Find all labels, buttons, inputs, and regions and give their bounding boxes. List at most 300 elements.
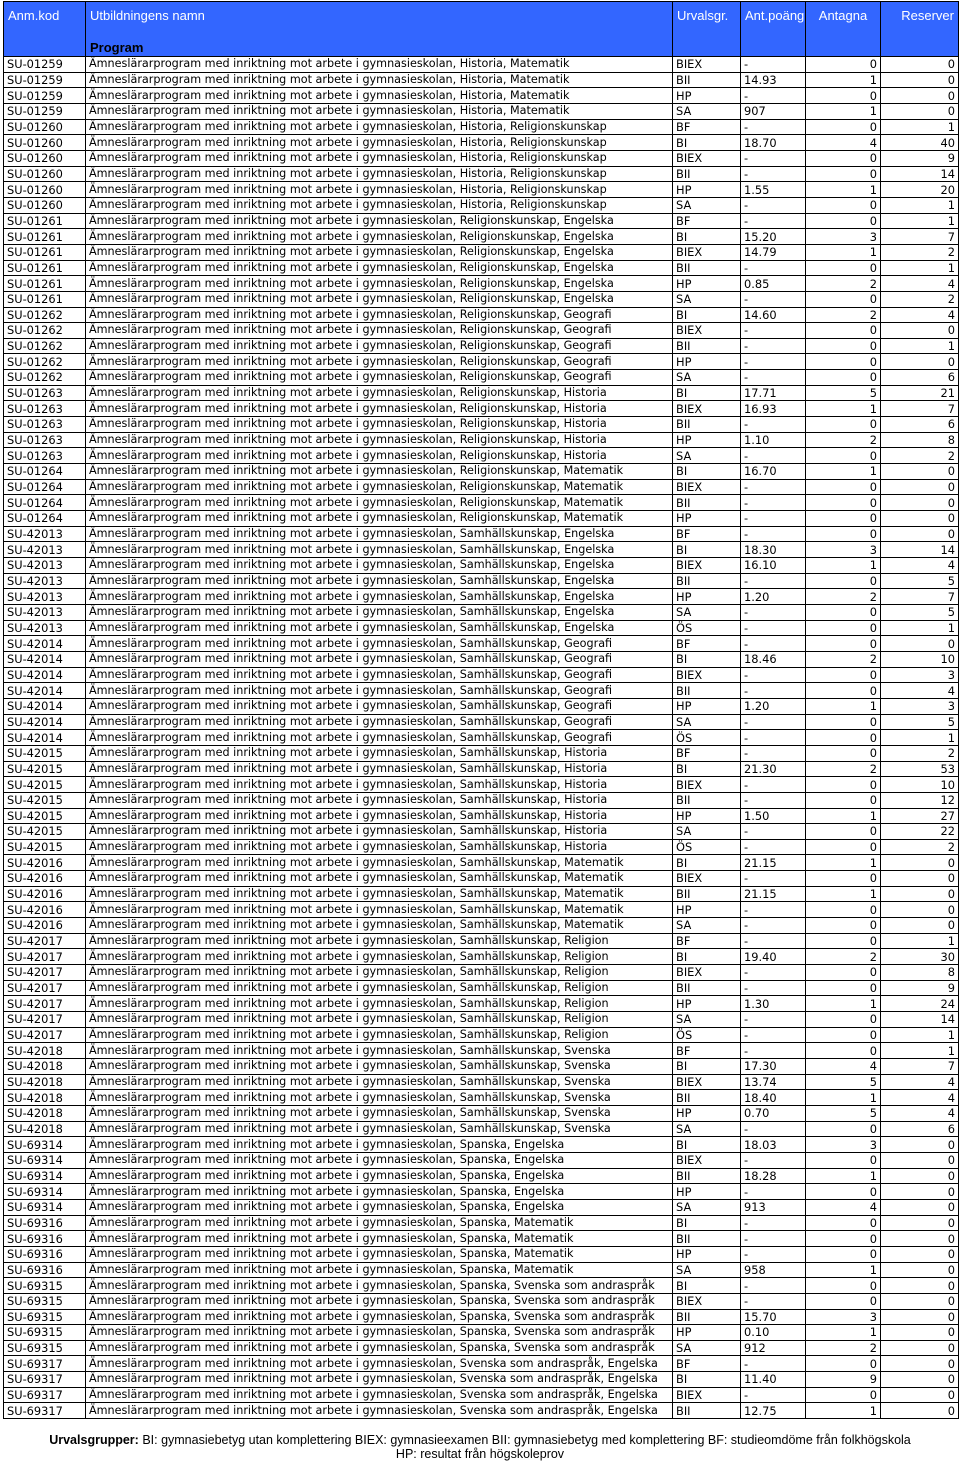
cell-group: HP [673,902,741,918]
cell-program: Ämneslärarprogram med inriktning mot arbete i gymnasieskolan, Spanska, Svenska som andraspråk [86,1325,673,1341]
cell-program: Ämneslärarprogram med inriktning mot arbete i gymnasieskolan, Samhällskunskap, Religion [86,1012,673,1028]
cell-code: SU-42016 [4,871,86,887]
cell-program: Ämneslärarprogram med inriktning mot arbete i gymnasieskolan, Samhällskunskap, Historia [86,777,673,793]
cell-reserves: 14 [881,542,959,558]
cell-program: Ämneslärarprogram med inriktning mot arbete i gymnasieskolan, Samhällskunskap, Engelska [86,589,673,605]
cell-group: BII [673,980,741,996]
cell-group: ÖS [673,839,741,855]
cell-points: - [741,57,806,73]
cell-code: SU-69314 [4,1152,86,1168]
cell-admitted: 0 [806,636,881,652]
table-row [4,542,959,558]
table-row [4,980,959,996]
cell-program: Ämneslärarprogram med inriktning mot arbete i gymnasieskolan, Svenska som andraspråk, Engelska [86,1387,673,1403]
cell-reserves: 0 [881,1262,959,1278]
cell-admitted: 1 [806,886,881,902]
cell-points: 21.15 [741,855,806,871]
cell-code: SU-69317 [4,1356,86,1372]
cell-group: BIEX [673,150,741,166]
cell-program: Ämneslärarprogram med inriktning mot arbete i gymnasieskolan, Spanska, Matematik [86,1246,673,1262]
cell-points: - [741,902,806,918]
cell-admitted: 1 [806,401,881,417]
cell-points: - [741,683,806,699]
cell-admitted: 0 [806,871,881,887]
cell-program: Ämneslärarprogram med inriktning mot arbete i gymnasieskolan, Samhällskunskap, Geografi [86,683,673,699]
cell-admitted: 0 [806,824,881,840]
cell-group: SA [673,448,741,464]
cell-reserves: 0 [881,871,959,887]
cell-admitted: 0 [806,902,881,918]
table-row [4,88,959,104]
cell-admitted: 0 [806,573,881,589]
cell-group: SA [673,604,741,620]
header-sub-empty [806,28,881,57]
table-row [4,667,959,683]
table-row [4,839,959,855]
cell-code: SU-42016 [4,902,86,918]
cell-group: ÖS [673,1027,741,1043]
cell-points: 1.50 [741,808,806,824]
table-row [4,698,959,714]
cell-group: BI [673,385,741,401]
cell-code: SU-42014 [4,651,86,667]
cell-reserves: 5 [881,714,959,730]
cell-admitted: 0 [806,667,881,683]
cell-points: - [741,933,806,949]
cell-admitted: 2 [806,949,881,965]
cell-code: SU-69316 [4,1215,86,1231]
cell-program: Ämneslärarprogram med inriktning mot arbete i gymnasieskolan, Religionskunskap, Geografi [86,323,673,339]
table-row [4,197,959,213]
cell-admitted: 2 [806,761,881,777]
cell-admitted: 0 [806,730,881,746]
cell-code: SU-01259 [4,57,86,73]
cell-reserves: 0 [881,526,959,542]
cell-reserves: 5 [881,573,959,589]
cell-code: SU-01264 [4,464,86,480]
cell-program: Ämneslärarprogram med inriktning mot arbete i gymnasieskolan, Samhällskunskap, Geografi [86,730,673,746]
cell-code: SU-42014 [4,683,86,699]
cell-program: Ämneslärarprogram med inriktning mot arbete i gymnasieskolan, Religionskunskap, Historia [86,385,673,401]
table-row [4,323,959,339]
cell-group: BII [673,260,741,276]
cell-program: Ämneslärarprogram med inriktning mot arbete i gymnasieskolan, Samhällskunskap, Svenska [86,1121,673,1137]
cell-admitted: 4 [806,1059,881,1075]
cell-reserves: 8 [881,432,959,448]
header-sub-empty [673,28,741,57]
admissions-table-container [3,1,958,1419]
cell-points: - [741,197,806,213]
cell-group: HP [673,996,741,1012]
cell-admitted: 0 [806,150,881,166]
table-row [4,182,959,198]
cell-group: SA [673,824,741,840]
cell-code: SU-42014 [4,714,86,730]
table-row [4,1262,959,1278]
cell-group: HP [673,698,741,714]
cell-admitted: 1 [806,244,881,260]
table-row [4,808,959,824]
cell-group: SA [673,291,741,307]
cell-reserves: 27 [881,808,959,824]
cell-points: - [741,323,806,339]
cell-program: Ämneslärarprogram med inriktning mot arbete i gymnasieskolan, Samhällskunskap, Religion [86,965,673,981]
cell-group: BIEX [673,1074,741,1090]
cell-program: Ämneslärarprogram med inriktning mot arbete i gymnasieskolan, Religionskunskap, Geografi [86,338,673,354]
cell-program: Ämneslärarprogram med inriktning mot arbete i gymnasieskolan, Svenska som andraspråk, Engelska [86,1356,673,1372]
cell-program: Ämneslärarprogram med inriktning mot arbete i gymnasieskolan, Religionskunskap, Matematik [86,511,673,527]
table-row [4,260,959,276]
cell-code: SU-01261 [4,213,86,229]
cell-reserves: 4 [881,683,959,699]
header-points: Ant.poäng [741,2,806,29]
table-body [4,57,959,1419]
cell-program: Ämneslärarprogram med inriktning mot arbete i gymnasieskolan, Religionskunskap, Historia [86,432,673,448]
cell-reserves: 6 [881,417,959,433]
cell-program: Ämneslärarprogram med inriktning mot arbete i gymnasieskolan, Samhällskunskap, Engelska [86,558,673,574]
cell-group: BI [673,307,741,323]
legend-line-1 [0,1433,960,1447]
cell-code: SU-01259 [4,88,86,104]
cell-program: Ämneslärarprogram med inriktning mot arbete i gymnasieskolan, Religionskunskap, Geografi [86,370,673,386]
cell-group: BII [673,1168,741,1184]
cell-program: Ämneslärarprogram med inriktning mot arbete i gymnasieskolan, Spanska, Svenska som andraspråk [86,1309,673,1325]
cell-admitted: 0 [806,714,881,730]
table-row [4,307,959,323]
cell-points: - [741,980,806,996]
cell-code: SU-69316 [4,1262,86,1278]
table-row [4,417,959,433]
cell-reserves: 14 [881,1012,959,1028]
cell-code: SU-42017 [4,1012,86,1028]
cell-reserves: 0 [881,323,959,339]
cell-reserves: 0 [881,72,959,88]
cell-program: Ämneslärarprogram med inriktning mot arbete i gymnasieskolan, Samhällskunskap, Svenska [86,1090,673,1106]
header-reserves: Reserver [881,2,959,29]
cell-program: Ämneslärarprogram med inriktning mot arbete i gymnasieskolan, Spanska, Matematik [86,1215,673,1231]
cell-admitted: 1 [806,182,881,198]
cell-reserves: 53 [881,761,959,777]
cell-code: SU-42013 [4,573,86,589]
table-row [4,1027,959,1043]
cell-group: ÖS [673,730,741,746]
cell-reserves: 2 [881,244,959,260]
cell-program: Ämneslärarprogram med inriktning mot arbete i gymnasieskolan, Religionskunskap, Geografi [86,307,673,323]
table-row [4,1012,959,1028]
cell-reserves: 6 [881,370,959,386]
cell-program: Ämneslärarprogram med inriktning mot arbete i gymnasieskolan, Historia, Religionskunskap [86,119,673,135]
legend-line-2: HP: resultat från högskoleprov [395,1447,565,1461]
cell-code: SU-69315 [4,1293,86,1309]
cell-program: Ämneslärarprogram med inriktning mot arbete i gymnasieskolan, Spanska, Svenska som andraspråk [86,1293,673,1309]
cell-admitted: 1 [806,1168,881,1184]
cell-points: - [741,526,806,542]
cell-code: SU-01259 [4,72,86,88]
cell-program: Ämneslärarprogram med inriktning mot arbete i gymnasieskolan, Historia, Religionskunskap [86,197,673,213]
cell-points: 0.10 [741,1325,806,1341]
cell-group: HP [673,182,741,198]
table-row [4,526,959,542]
cell-group: BII [673,1309,741,1325]
table-row [4,558,959,574]
table-row [4,996,959,1012]
cell-program: Ämneslärarprogram med inriktning mot arbete i gymnasieskolan, Samhällskunskap, Geografi [86,636,673,652]
cell-code: SU-69316 [4,1246,86,1262]
cell-group: BF [673,1043,741,1059]
cell-group: SA [673,103,741,119]
cell-group: BIEX [673,1293,741,1309]
cell-reserves: 0 [881,88,959,104]
cell-admitted: 4 [806,135,881,151]
cell-program: Ämneslärarprogram med inriktning mot arbete i gymnasieskolan, Samhällskunskap, Geografi [86,667,673,683]
table-row [4,604,959,620]
cell-program: Ämneslärarprogram med inriktning mot arbete i gymnasieskolan, Religionskunskap, Engelska [86,213,673,229]
cell-reserves: 2 [881,291,959,307]
cell-program: Ämneslärarprogram med inriktning mot arbete i gymnasieskolan, Samhällskunskap, Engelska [86,542,673,558]
cell-code: SU-42015 [4,824,86,840]
cell-admitted: 0 [806,965,881,981]
cell-points: - [741,495,806,511]
cell-program: Ämneslärarprogram med inriktning mot arbete i gymnasieskolan, Religionskunskap, Matematik [86,464,673,480]
cell-admitted: 3 [806,1309,881,1325]
cell-points: 17.71 [741,385,806,401]
cell-reserves: 0 [881,479,959,495]
cell-group: BI [673,855,741,871]
cell-points: - [741,792,806,808]
cell-admitted: 0 [806,260,881,276]
cell-group: BF [673,745,741,761]
cell-admitted: 0 [806,1387,881,1403]
table-row [4,1137,959,1153]
cell-program: Ämneslärarprogram med inriktning mot arbete i gymnasieskolan, Religionskunskap, Engelska [86,260,673,276]
cell-group: BIEX [673,965,741,981]
cell-group: BI [673,651,741,667]
cell-reserves: 0 [881,1293,959,1309]
cell-code: SU-42018 [4,1059,86,1075]
cell-admitted: 0 [806,777,881,793]
cell-group: BI [673,761,741,777]
cell-points: 16.70 [741,464,806,480]
cell-reserves: 7 [881,1059,959,1075]
cell-code: SU-42014 [4,698,86,714]
table-row [4,949,959,965]
legend-groups: BI: gymnasiebetyg utan komplettering BIEX: gymnasieexamen BII: gymnasiebetyg med komplettering BF: studieomdöme från folkhögskola [142,1433,911,1447]
cell-reserves: 0 [881,57,959,73]
cell-program: Ämneslärarprogram med inriktning mot arbete i gymnasieskolan, Spanska, Svenska som andraspråk [86,1340,673,1356]
cell-program: Ämneslärarprogram med inriktning mot arbete i gymnasieskolan, Svenska som andraspråk, Engelska [86,1403,673,1419]
cell-reserves: 0 [881,1168,959,1184]
cell-program: Ämneslärarprogram med inriktning mot arbete i gymnasieskolan, Samhällskunskap, Historia [86,824,673,840]
table-row [4,730,959,746]
cell-points: 19.40 [741,949,806,965]
cell-reserves: 9 [881,980,959,996]
cell-code: SU-42017 [4,933,86,949]
cell-reserves: 24 [881,996,959,1012]
cell-points: - [741,871,806,887]
table-row [4,636,959,652]
cell-program: Ämneslärarprogram med inriktning mot arbete i gymnasieskolan, Religionskunskap, Matematik [86,495,673,511]
cell-admitted: 2 [806,1340,881,1356]
cell-group: BI [673,464,741,480]
cell-group: BI [673,949,741,965]
cell-points: 1.20 [741,589,806,605]
cell-points: 15.20 [741,229,806,245]
cell-program: Ämneslärarprogram med inriktning mot arbete i gymnasieskolan, Samhällskunskap, Historia [86,792,673,808]
cell-program: Ämneslärarprogram med inriktning mot arbete i gymnasieskolan, Samhällskunskap, Religion [86,996,673,1012]
cell-code: SU-69316 [4,1231,86,1247]
cell-code: SU-42014 [4,730,86,746]
cell-points: - [741,338,806,354]
header-name: Utbildningens namn [86,2,673,29]
cell-code: SU-01264 [4,479,86,495]
cell-reserves: 0 [881,1278,959,1294]
cell-reserves: 1 [881,730,959,746]
cell-points: 14.79 [741,244,806,260]
cell-points: - [741,730,806,746]
cell-points: - [741,1152,806,1168]
table-row [4,244,959,260]
cell-code: SU-42016 [4,918,86,934]
cell-code: SU-69314 [4,1137,86,1153]
cell-admitted: 0 [806,918,881,934]
cell-admitted: 5 [806,385,881,401]
table-row [4,1309,959,1325]
cell-points: - [741,620,806,636]
cell-reserves: 1 [881,1043,959,1059]
table-row [4,229,959,245]
cell-group: BI [673,542,741,558]
header-sub-empty [4,28,86,57]
table-row [4,213,959,229]
header-subrow [4,28,959,57]
cell-points: 17.30 [741,1059,806,1075]
cell-code: SU-01262 [4,354,86,370]
cell-code: SU-42018 [4,1105,86,1121]
cell-admitted: 0 [806,479,881,495]
cell-group: BII [673,683,741,699]
cell-program: Ämneslärarprogram med inriktning mot arbete i gymnasieskolan, Samhällskunskap, Matematik [86,855,673,871]
cell-admitted: 3 [806,542,881,558]
cell-points: - [741,918,806,934]
cell-reserves: 1 [881,260,959,276]
table-row [4,777,959,793]
table-row [4,1184,959,1200]
cell-points: 12.75 [741,1403,806,1419]
cell-points: 14.93 [741,72,806,88]
cell-program: Ämneslärarprogram med inriktning mot arbete i gymnasieskolan, Samhällskunskap, Religion [86,949,673,965]
cell-points: - [741,1215,806,1231]
cell-group: HP [673,276,741,292]
cell-code: SU-01260 [4,197,86,213]
cell-points: - [741,417,806,433]
cell-reserves: 1 [881,119,959,135]
cell-admitted: 0 [806,792,881,808]
cell-group: BI [673,229,741,245]
cell-points: - [741,88,806,104]
table-row [4,573,959,589]
table-row [4,714,959,730]
cell-admitted: 0 [806,1152,881,1168]
cell-code: SU-69314 [4,1199,86,1215]
cell-group: BIEX [673,667,741,683]
cell-admitted: 0 [806,604,881,620]
cell-points: 16.93 [741,401,806,417]
table-row [4,1152,959,1168]
cell-points: - [741,604,806,620]
cell-reserves: 1 [881,338,959,354]
cell-points: - [741,1043,806,1059]
legend-label: Urvalsgrupper: [49,1433,139,1447]
cell-group: BIEX [673,777,741,793]
cell-code: SU-01262 [4,338,86,354]
cell-program: Ämneslärarprogram med inriktning mot arbete i gymnasieskolan, Samhällskunskap, Matematik [86,871,673,887]
cell-code: SU-42017 [4,980,86,996]
table-row [4,1215,959,1231]
cell-admitted: 0 [806,57,881,73]
cell-admitted: 0 [806,1121,881,1137]
cell-points: - [741,1293,806,1309]
cell-group: HP [673,88,741,104]
cell-program: Ämneslärarprogram med inriktning mot arbete i gymnasieskolan, Religionskunskap, Engelska [86,244,673,260]
table-row [4,1074,959,1090]
cell-reserves: 6 [881,1121,959,1137]
cell-reserves: 4 [881,1090,959,1106]
table-row [4,370,959,386]
cell-program: Ämneslärarprogram med inriktning mot arbete i gymnasieskolan, Historia, Religionskunskap [86,182,673,198]
table-row [4,1340,959,1356]
table-row [4,651,959,667]
cell-admitted: 0 [806,620,881,636]
cell-code: SU-01263 [4,385,86,401]
cell-reserves: 0 [881,1215,959,1231]
cell-code: SU-01260 [4,150,86,166]
cell-reserves: 0 [881,636,959,652]
cell-reserves: 2 [881,839,959,855]
cell-code: SU-42017 [4,965,86,981]
cell-group: SA [673,714,741,730]
cell-program: Ämneslärarprogram med inriktning mot arbete i gymnasieskolan, Spanska, Svenska som andraspråk [86,1278,673,1294]
cell-points: - [741,291,806,307]
cell-points: - [741,354,806,370]
cell-group: BF [673,526,741,542]
cell-points: 18.46 [741,651,806,667]
cell-program: Ämneslärarprogram med inriktning mot arbete i gymnasieskolan, Samhällskunskap, Historia [86,745,673,761]
table-row [4,1199,959,1215]
cell-reserves: 2 [881,745,959,761]
cell-code: SU-42016 [4,886,86,902]
cell-points: - [741,370,806,386]
cell-points: - [741,260,806,276]
cell-group: BF [673,933,741,949]
cell-group: BIEX [673,57,741,73]
cell-points: - [741,745,806,761]
header-code: Anm.kod [4,2,86,29]
admissions-table [3,1,959,1419]
cell-points: - [741,1246,806,1262]
table-row [4,1325,959,1341]
cell-reserves: 0 [881,1184,959,1200]
table-row [4,871,959,887]
cell-program: Ämneslärarprogram med inriktning mot arbete i gymnasieskolan, Samhällskunskap, Historia [86,808,673,824]
cell-points: - [741,1356,806,1372]
cell-reserves: 30 [881,949,959,965]
cell-program: Ämneslärarprogram med inriktning mot arbete i gymnasieskolan, Spanska, Engelska [86,1168,673,1184]
table-row [4,1168,959,1184]
cell-code: SU-01263 [4,401,86,417]
cell-points: 1.30 [741,996,806,1012]
cell-group: BIEX [673,1152,741,1168]
cell-reserves: 0 [881,464,959,480]
